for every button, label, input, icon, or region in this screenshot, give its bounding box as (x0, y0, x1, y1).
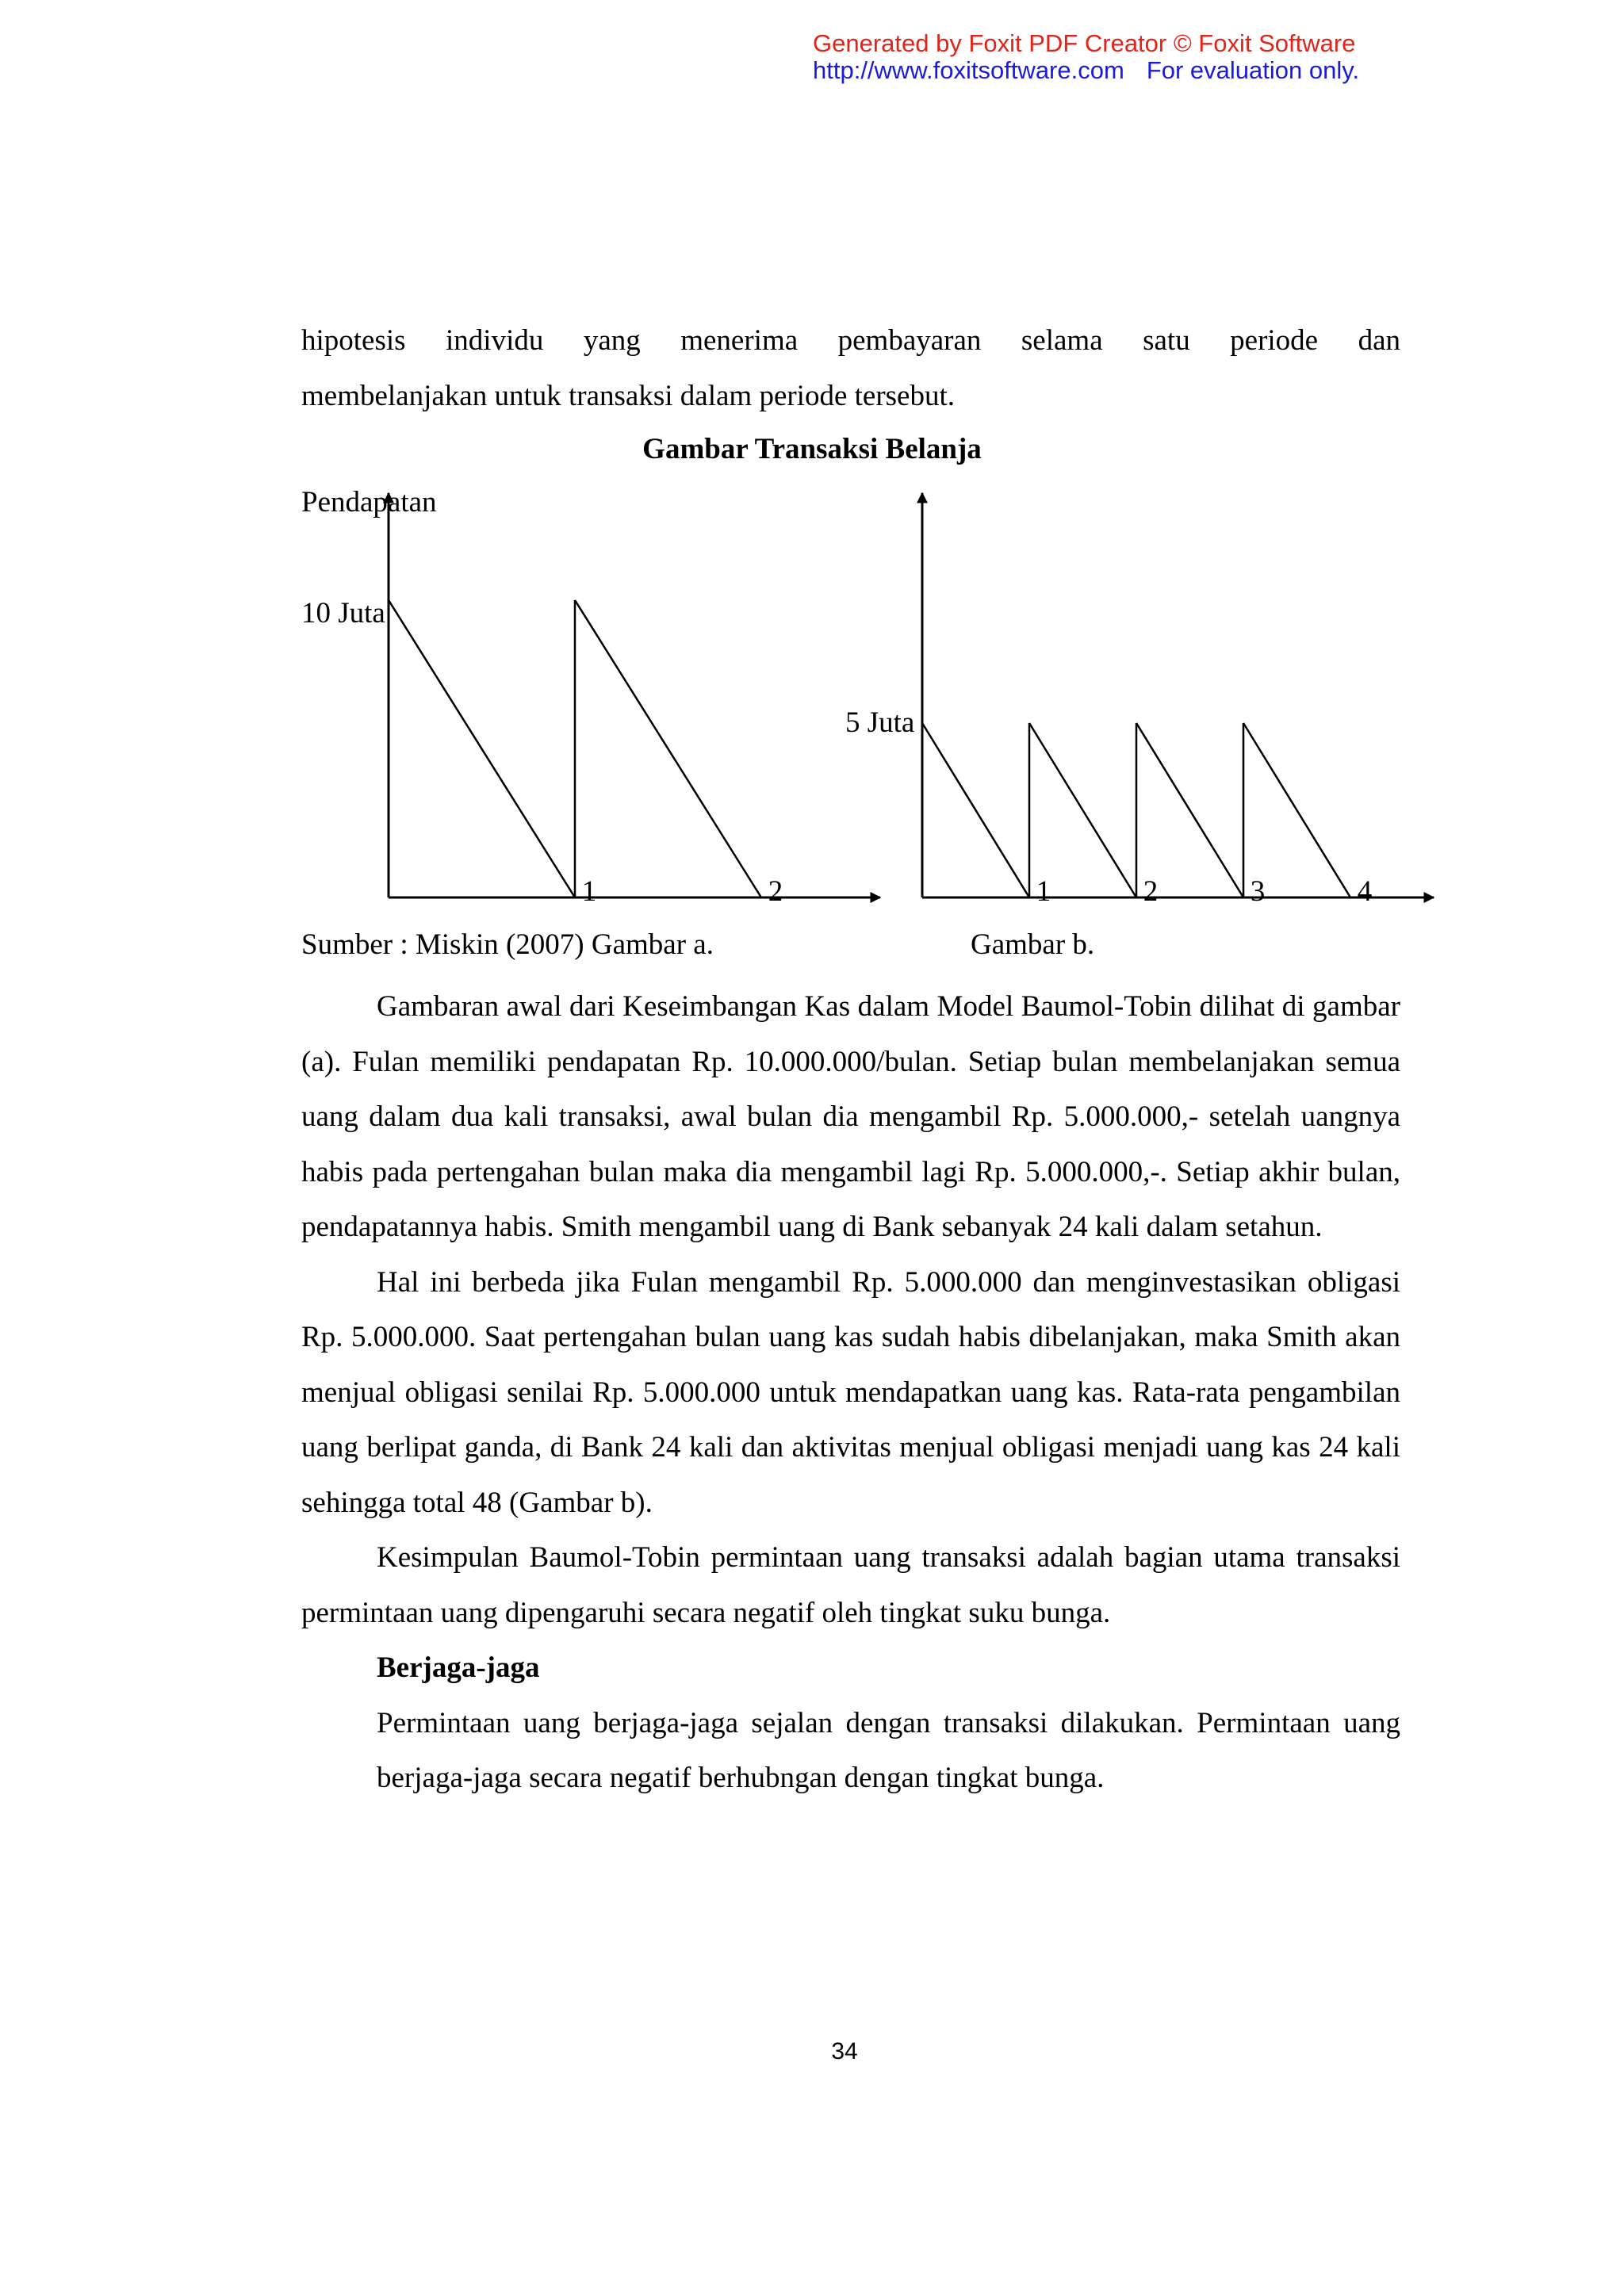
chart-b-y-tick-label: 5 Juta (845, 706, 915, 739)
x-tick-label: 2 (1143, 875, 1159, 908)
paragraph-1: Gambaran awal dari Keseimbangan Kas dalam Model Baumol-Tobin dilihat di gambar (a). Fulan memiliki pendapatan Rp. 10.000.000/bulan. Setiap bulan membelanjakan semua uang dalam dua kali transaksi, awal bulan dia mengambil Rp. 5.000.000,- setelah uangnya habis pada pertengahan bulan maka dia mengambil lagi Rp. 5.000.000,-. Setiap akhir bulan, pendapatannya habis. Smith mengambil uang di Bank sebanyak 24 kali dalam setahun. (301, 990, 1400, 1243)
body-text (301, 979, 1400, 1806)
x-tick-label: 1 (581, 875, 597, 908)
series-segment (1243, 723, 1350, 897)
x-tick-label: 2 (768, 875, 783, 908)
series-segment (575, 600, 761, 897)
watermark-line-1: Generated by Foxit PDF Creator © Foxit Software (813, 29, 1356, 57)
figure-title: Gambar Transaksi Belanja (642, 433, 982, 465)
chart-a-y-tick-label: 10 Juta (301, 597, 385, 629)
figure-source: Sumber : Miskin (2007) Gambar a. (301, 928, 714, 961)
figure-charts (0, 0, 1624, 936)
x-tick-label: 4 (1357, 875, 1373, 908)
section-heading: Berjaga-jaga (377, 1651, 540, 1684)
paragraph-4: Permintaan uang berjaga-jaga sejalan dengan transaksi dilakukan. Permintaan uang berjaga-jaga secara negatif berhubngan dengan tingkat bunga. (377, 1706, 1400, 1794)
chart-b (922, 493, 1434, 908)
watermark-url[interactable]: http://www.foxitsoftware.com (813, 56, 1124, 84)
series-segment (389, 600, 575, 897)
y-axis-label: Pendapatan (301, 486, 437, 519)
series-segment (1029, 723, 1136, 897)
paragraph-3: Kesimpulan Baumol-Tobin permintaan uang transaksi adalah bagian utama transaksi permintaan uang dipengaruhi secara negatif oleh tingkat suku bunga. (301, 1541, 1400, 1629)
series-segment (1136, 723, 1243, 897)
chart-b-caption: Gambar b. (971, 928, 1095, 961)
series-segment (922, 723, 1029, 897)
intro-line-1: hipotesis individu yang menerima pembayaran selama satu periode dan (301, 324, 1400, 357)
watermark-note: For evaluation only. (1146, 56, 1360, 84)
chart-a (389, 493, 880, 908)
page-number: 34 (831, 2038, 858, 2064)
intro-line-2: membelanjakan untuk transaksi dalam periode tersebut. (301, 379, 956, 412)
x-tick-label: 1 (1036, 875, 1051, 908)
paragraph-2: Hal ini berbeda jika Fulan mengambil Rp. 5.000.000 dan menginvestasikan obligasi Rp. 5.000.000. Saat pertengahan bulan uang kas sudah habis dibelanjakan, maka Smith akan menjual obligasi senilai Rp. 5.000.000 untuk mendapatkan uang kas. Rata-rata pengambilan uang berlipat ganda, di Bank 24 kali dan aktivitas menjual obligasi menjadi uang kas 24 kali sehingga total 48 (Gambar b). (301, 1265, 1400, 1519)
x-tick-label: 3 (1250, 875, 1266, 908)
